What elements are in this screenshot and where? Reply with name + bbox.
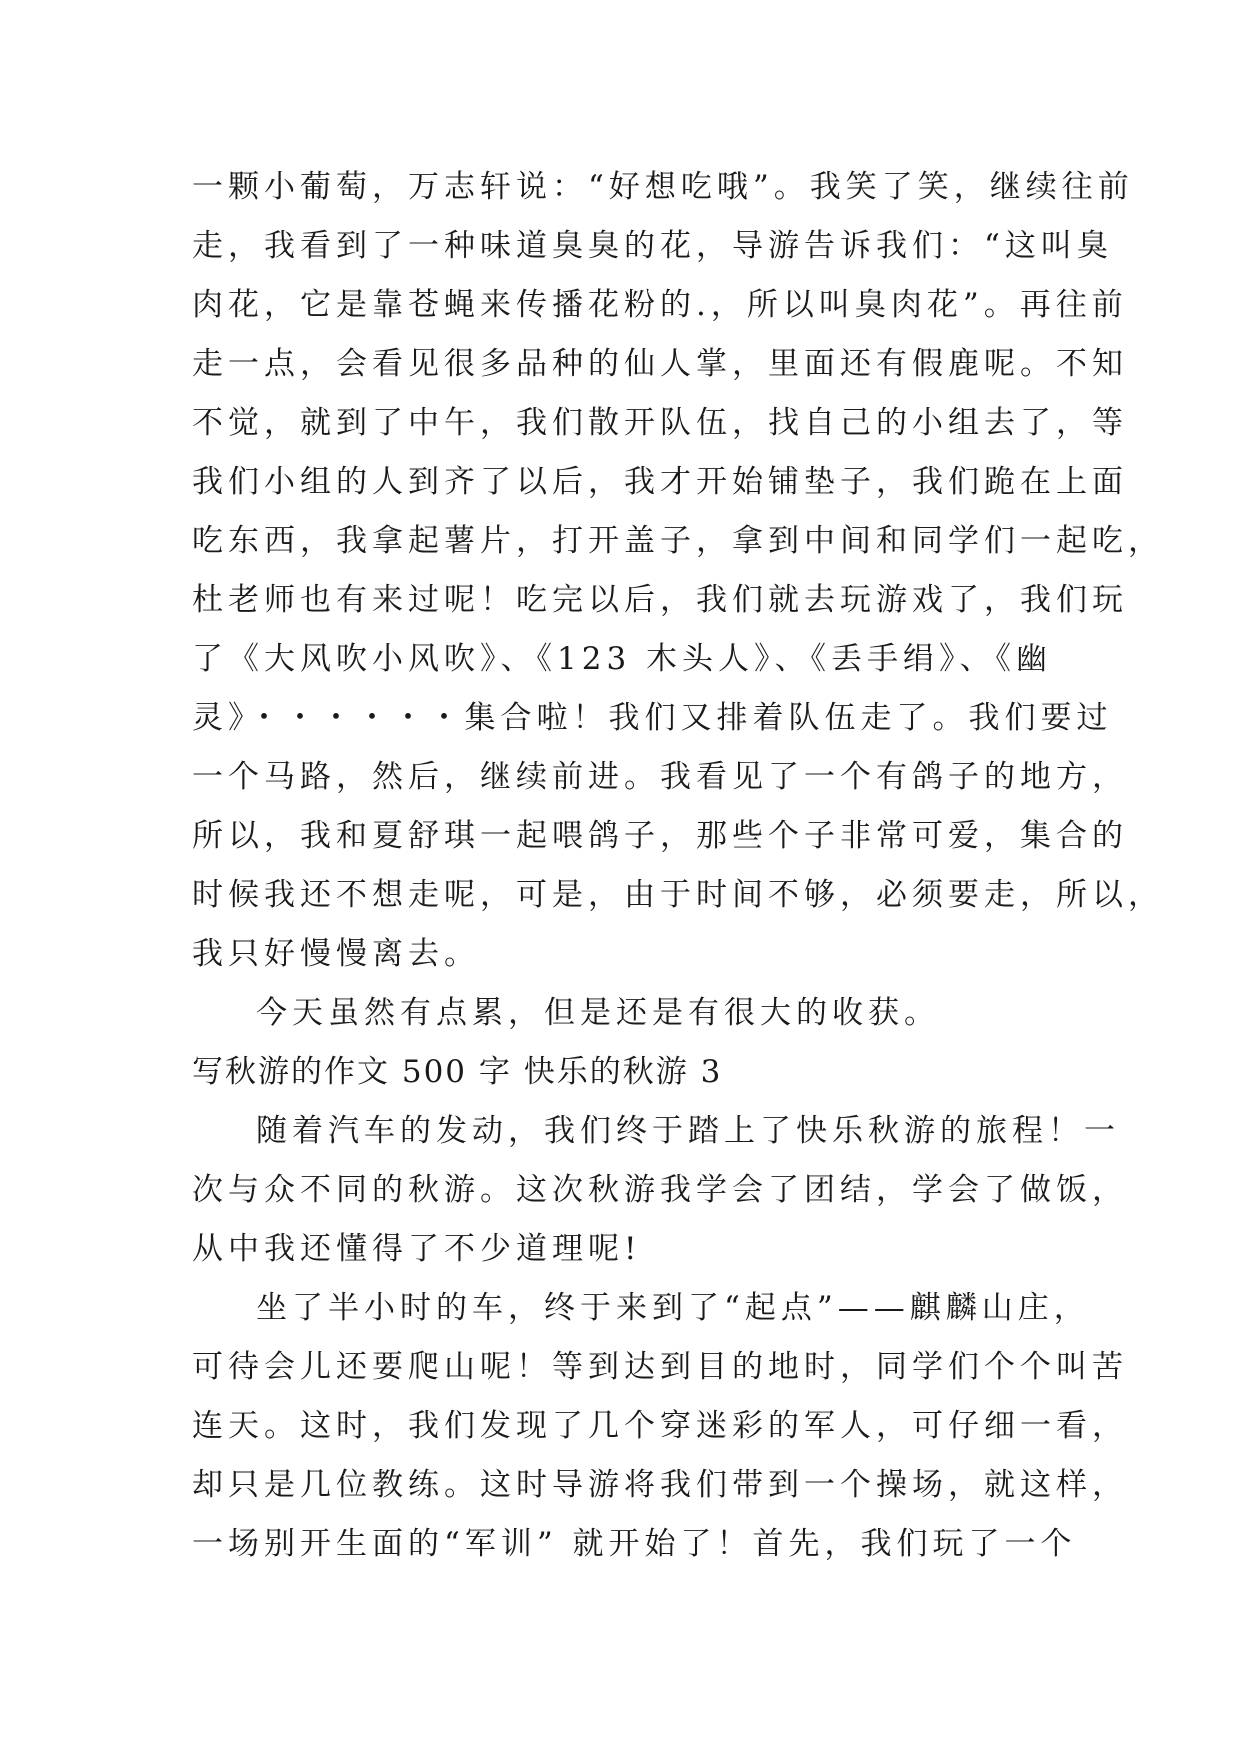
text-line: 杜老师也有来过呢！吃完以后，我们就去玩游戏了，我们玩 [192, 582, 1128, 618]
text-line: 肉花，它是靠苍蝇来传播花粉的.，所以叫臭肉花”。再往前 [192, 287, 1128, 323]
text-line: 一颗小葡萄，万志轩说：“好想吃哦”。我笑了笑，继续往前 [192, 169, 1134, 205]
text-line: 灵》・・・・・・集合啦！我们又排着队伍走了。我们要过 [192, 700, 1113, 736]
text-line: 一场别开生面的“军训” 就开始了！首先，我们玩了一个 [192, 1526, 1077, 1562]
paragraph-start-line: 今天虽然有点累，但是还是有很大的收获。 [256, 995, 940, 1031]
section-heading: 写秋游的作文 500 字 快乐的秋游 3 [192, 1054, 723, 1090]
text-line: 不觉，就到了中午，我们散开队伍，找自己的小组去了，等 [192, 405, 1128, 441]
text-line: 走，我看到了一种味道臭臭的花，导游告诉我们：“这叫臭 [192, 228, 1113, 264]
text-line: 却只是几位教练。这时导游将我们带到一个操场，就这样， [192, 1467, 1128, 1503]
paragraph-start-line: 坐了半小时的车，终于来到了“起点”——麒麟山庄， [256, 1290, 1090, 1326]
text-line: 我们小组的人到齐了以后，我才开始铺垫子，我们跪在上面 [192, 464, 1128, 500]
text-line: 次与众不同的秋游。这次秋游我学会了团结，学会了做饭， [192, 1172, 1128, 1208]
text-line: 吃东西，我拿起薯片，打开盖子，拿到中间和同学们一起吃， [192, 523, 1164, 559]
text-line: 可待会儿还要爬山呢！等到达到目的地时，同学们个个叫苦 [192, 1349, 1128, 1385]
text-line: 所以，我和夏舒琪一起喂鸽子，那些个子非常可爱，集合的 [192, 818, 1128, 854]
paragraph-start-line: 随着汽车的发动，我们终于踏上了快乐秋游的旅程！一 [256, 1113, 1120, 1149]
text-line: 一个马路，然后，继续前进。我看见了一个有鸽子的地方， [192, 759, 1128, 795]
text-line: 连天。这时，我们发现了几个穿迷彩的军人，可仔细一看， [192, 1408, 1128, 1444]
document-page [192, 158, 1164, 1574]
text-line: 时候我还不想走呢，可是，由于时间不够，必须要走，所以， [192, 877, 1164, 913]
text-line: 从中我还懂得了不少道理呢! [192, 1231, 642, 1267]
text-line: 走一点，会看见很多品种的仙人掌，里面还有假鹿呢。不知 [192, 346, 1128, 382]
text-line: 了《大风吹小风吹》、《123 木头人》、《丢手绢》、《幽 [192, 641, 1053, 677]
text-line: 我只好慢慢离去。 [192, 936, 480, 972]
